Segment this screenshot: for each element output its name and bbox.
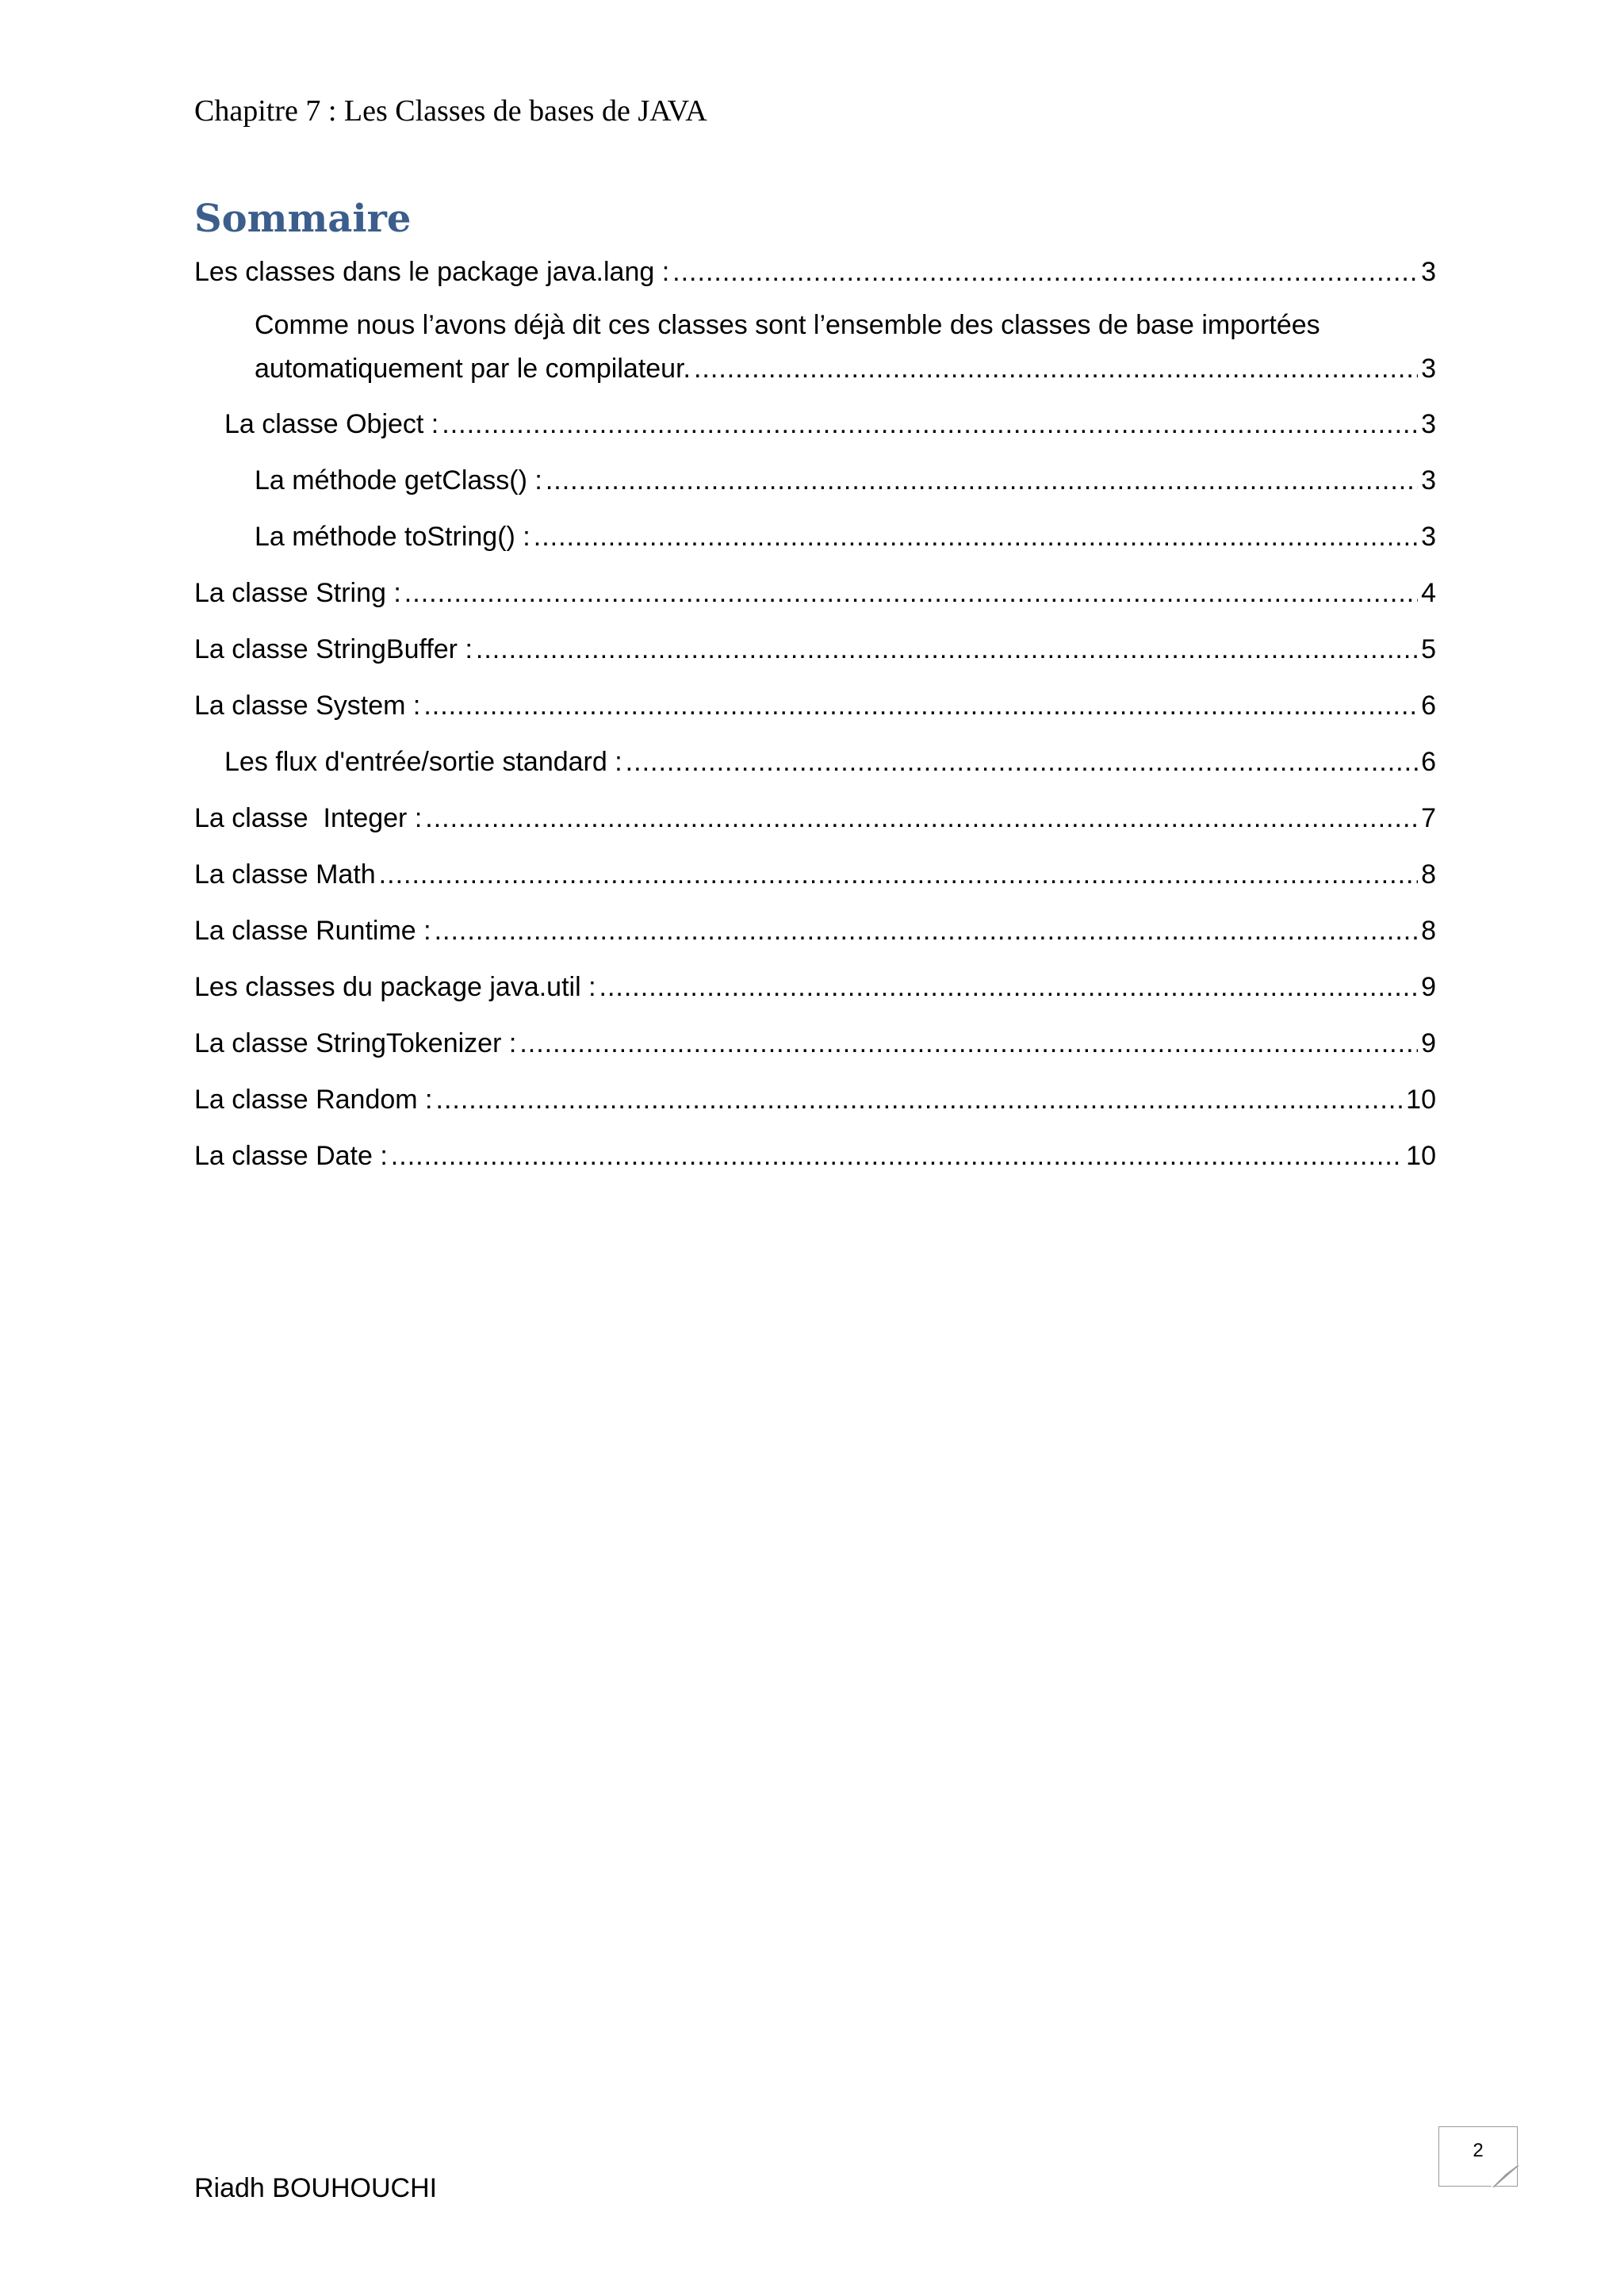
toc-entry-page: 3 xyxy=(1421,409,1436,439)
toc-entry-page: 6 xyxy=(1421,747,1436,777)
footer-author: Riadh BOUHOUCHI xyxy=(194,2173,438,2203)
toc-entry-java-lang[interactable] xyxy=(194,256,1436,288)
page-number-box xyxy=(1438,2126,1518,2187)
toc-entry-math[interactable] xyxy=(194,859,1436,890)
toc-entry-label: La classe Random : xyxy=(194,1085,433,1115)
toc-entry-label: Les classes dans le package java.lang : xyxy=(194,257,670,287)
toc-leader xyxy=(476,633,1418,665)
toc-entry-page: 10 xyxy=(1406,1141,1436,1171)
toc-entry-string[interactable] xyxy=(194,577,1436,609)
toc-entry-page: 3 xyxy=(1421,522,1436,552)
toc-entry-page: 9 xyxy=(1421,972,1436,1002)
toc-entry-label-line2: automatiquement par le compilateur. xyxy=(255,354,691,384)
toc-leader xyxy=(425,802,1418,834)
toc-leader xyxy=(599,971,1419,1003)
toc-leader xyxy=(534,521,1418,553)
toc-entry-label: Les classes du package java.util : xyxy=(194,972,596,1002)
toc-entry-label: Les flux d'entrée/sortie standard : xyxy=(224,747,622,777)
toc-entry-system[interactable] xyxy=(194,690,1436,721)
toc-entry-stringbuffer[interactable] xyxy=(194,633,1436,665)
toc-entry-stringtokenizer[interactable] xyxy=(194,1027,1436,1059)
toc-entry-object[interactable] xyxy=(224,408,1436,440)
toc-title: Sommaire xyxy=(194,197,412,241)
toc-entry-getclass[interactable] xyxy=(255,465,1436,496)
toc-leader xyxy=(519,1027,1418,1059)
toc-entry-page: 3 xyxy=(1421,465,1436,496)
toc-entry-comme-nous[interactable] xyxy=(255,304,1436,391)
toc-leader xyxy=(391,1140,1403,1172)
toc-entry-page: 8 xyxy=(1421,916,1436,946)
toc-entry-page: 5 xyxy=(1421,634,1436,664)
toc-leader xyxy=(672,256,1418,288)
toc-leader xyxy=(404,577,1418,609)
toc-entry-flux[interactable] xyxy=(224,746,1436,778)
toc-entry-page: 7 xyxy=(1421,803,1436,833)
toc-entry-label: La méthode toString() : xyxy=(255,522,530,552)
toc-entry-page: 3 xyxy=(1421,354,1436,384)
toc-entry-label: La classe Math xyxy=(194,859,376,890)
toc-entry-page: 4 xyxy=(1421,578,1436,608)
toc-entry-label: La méthode getClass() : xyxy=(255,465,542,496)
toc-entry-runtime[interactable] xyxy=(194,915,1436,947)
toc-entry-label: La classe System : xyxy=(194,691,421,721)
toc-leader xyxy=(436,1084,1404,1115)
toc-entry-label: La classe Runtime : xyxy=(194,916,431,946)
toc-entry-label: La classe String : xyxy=(194,578,401,608)
toc-leader xyxy=(435,915,1418,947)
toc-entry-page: 9 xyxy=(1421,1028,1436,1058)
toc-leader xyxy=(694,347,1418,391)
toc-entry-label: La classe StringBuffer : xyxy=(194,634,473,664)
toc-entry-label: La classe Integer : xyxy=(194,803,423,833)
toc-entry-label: La classe Object : xyxy=(224,409,439,439)
toc-entry-java-util[interactable] xyxy=(194,971,1436,1003)
toc-entry-page: 10 xyxy=(1406,1085,1436,1115)
toc-entry-page: 8 xyxy=(1421,859,1436,890)
toc-entry-date[interactable] xyxy=(194,1140,1436,1172)
toc-entry-page: 3 xyxy=(1421,257,1436,287)
toc-entry-page: 6 xyxy=(1421,691,1436,721)
page-number: 2 xyxy=(1473,2140,1484,2161)
page-curl-icon xyxy=(1490,2164,1519,2187)
toc-entry-label: La classe StringTokenizer : xyxy=(194,1028,517,1058)
toc-leader xyxy=(442,408,1418,440)
toc-entry-random[interactable] xyxy=(194,1084,1436,1115)
toc-leader xyxy=(546,465,1418,496)
toc-entry-integer[interactable] xyxy=(194,802,1436,834)
toc-leader xyxy=(626,746,1418,778)
running-header: Chapitre 7 : Les Classes de bases de JAVA xyxy=(194,94,707,128)
toc-entry-tostring[interactable] xyxy=(255,521,1436,553)
toc-leader xyxy=(379,859,1418,890)
toc-leader xyxy=(423,690,1418,721)
toc-entry-label-line1: Comme nous l’avons déjà dit ces classes sont l’ensemble des classes de base importées xyxy=(255,310,1320,340)
toc-entry-label: La classe Date : xyxy=(194,1141,388,1171)
